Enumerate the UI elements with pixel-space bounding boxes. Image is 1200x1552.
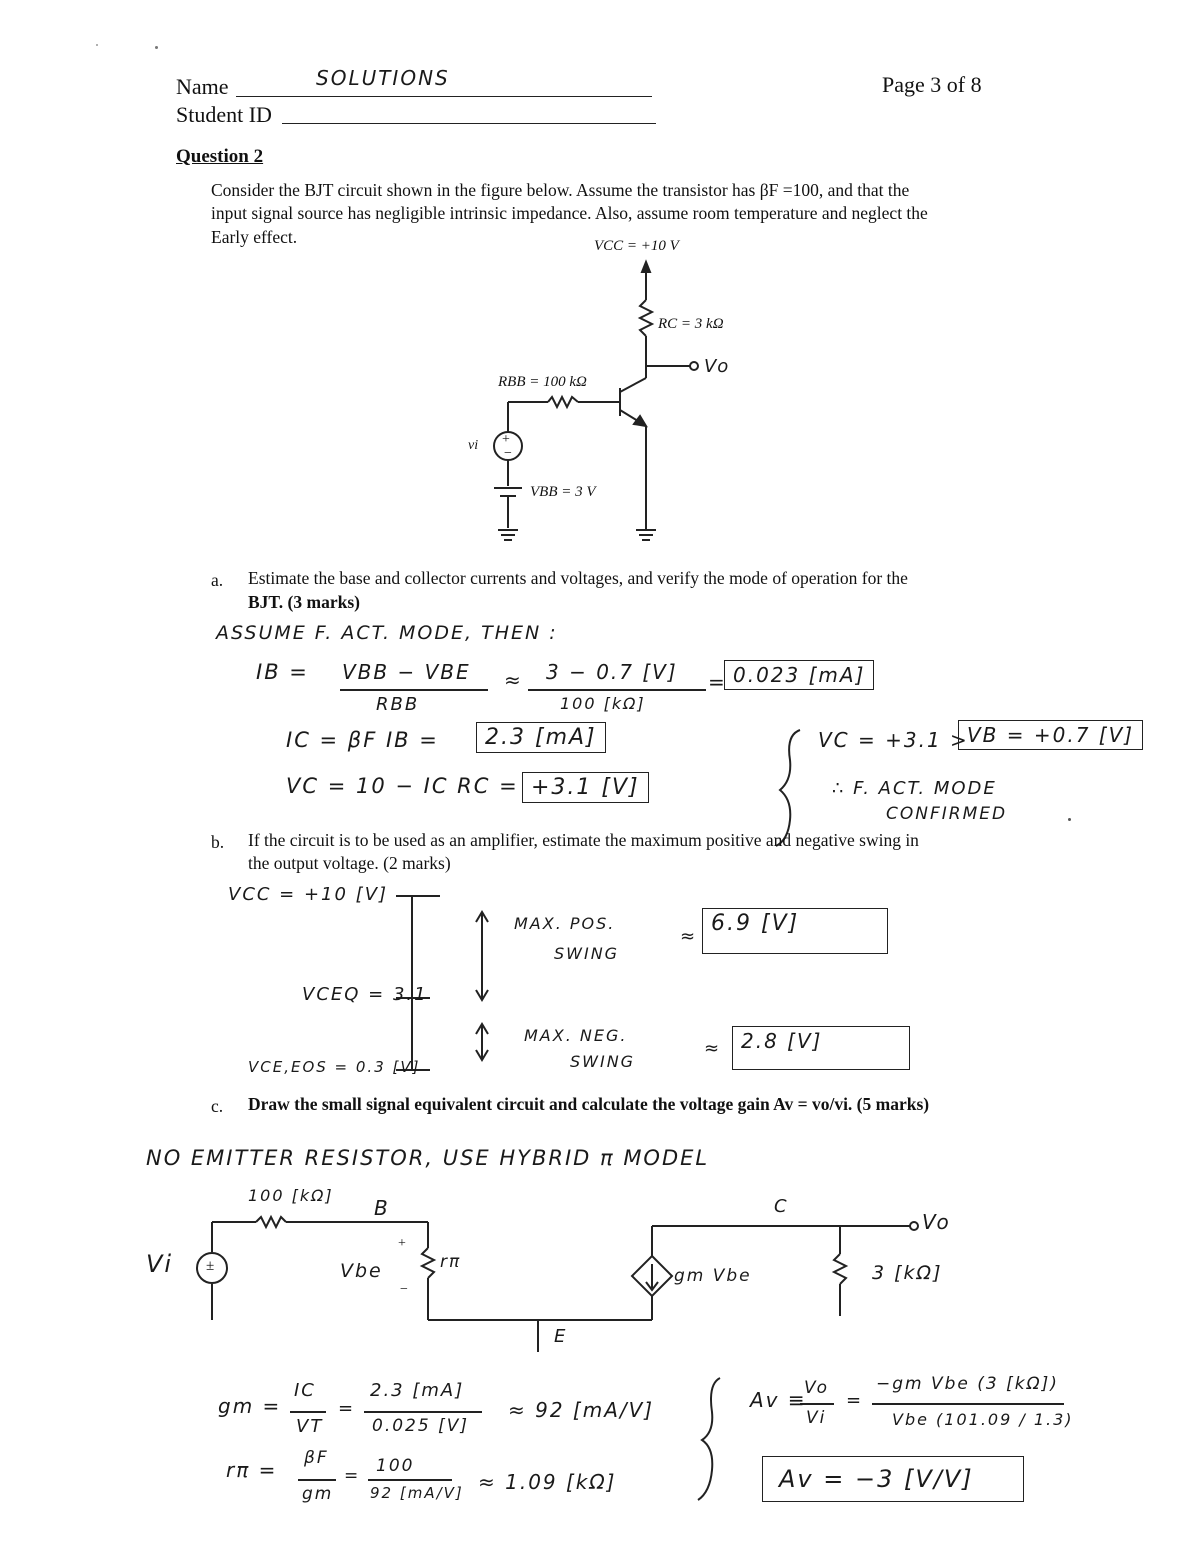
name-label: Name bbox=[176, 74, 229, 99]
intro-line-1: Consider the BJT circuit shown in the figure below. Assume the transistor has βF =100, and that the bbox=[211, 180, 910, 200]
ib-approx: ≈ bbox=[504, 668, 523, 692]
gm-lhs: gm = bbox=[218, 1394, 282, 1418]
vi-minus: − bbox=[504, 446, 512, 461]
part-b-line-1: If the circuit is to be used as an amplifier, estimate the maximum positive and negative swing in bbox=[248, 830, 919, 850]
rpi-val-den: 92 [mA/V] bbox=[370, 1484, 464, 1502]
scan-speck bbox=[1068, 818, 1071, 821]
part-a-brace bbox=[776, 730, 800, 846]
ib-den-2: 100 [kΩ] bbox=[560, 694, 646, 713]
neg-swing-eq: ≈ bbox=[704, 1038, 722, 1059]
pos-swing-label-2: SWING bbox=[554, 944, 620, 963]
rpi-frac-den: gm bbox=[302, 1484, 334, 1504]
neg-swing-result: 2.8 [V] bbox=[732, 1026, 910, 1070]
scan-speck bbox=[155, 46, 158, 49]
rbb-resistor bbox=[548, 397, 578, 407]
part-c-brace bbox=[698, 1378, 720, 1500]
vc-result: +3.1 [V] bbox=[522, 772, 649, 803]
ss-vbe-minus: − bbox=[400, 1282, 408, 1297]
vo-label: Vo bbox=[704, 356, 731, 377]
ic-result: 2.3 [mA] bbox=[476, 722, 606, 753]
scan-speck bbox=[96, 44, 98, 46]
ss-node-b: B bbox=[374, 1196, 390, 1220]
rc-resistor bbox=[640, 300, 652, 336]
av-expr-den: Vbe (101.09 / 1.3) bbox=[892, 1410, 1074, 1429]
part-c-letter: c. bbox=[211, 1096, 224, 1116]
rpi-resistor bbox=[422, 1248, 434, 1278]
pos-swing-label-1: MAX. POS. bbox=[514, 914, 616, 933]
av-frac-num: Vo bbox=[804, 1378, 830, 1398]
part-b-line-2: the output voltage. (2 marks) bbox=[248, 853, 451, 873]
av-result: Av = −3 [V/V] bbox=[762, 1456, 1024, 1502]
av-frac-den: Vi bbox=[806, 1408, 827, 1428]
av-eq: = bbox=[846, 1390, 864, 1411]
ss-vbe-label: Vbe bbox=[340, 1260, 383, 1282]
part-c-line-1: Draw the small signal equivalent circuit and calculate the voltage gain Av = vo/vi. (5 marks) bbox=[248, 1094, 930, 1114]
vo-terminal-ss bbox=[910, 1222, 918, 1230]
ib-num-2: 3 − 0.7 [V] bbox=[546, 660, 678, 684]
av-expr-num: −gm Vbe (3 [kΩ]) bbox=[876, 1374, 1059, 1394]
gm-frac-num: IC bbox=[294, 1380, 316, 1401]
ib-eq: = bbox=[708, 670, 727, 694]
rpi-val-num: 100 bbox=[376, 1456, 415, 1476]
part-a-line-1: Estimate the base and collector currents and voltages, and verify the mode of operation for the bbox=[248, 568, 908, 588]
gm-val-num: 2.3 [mA] bbox=[370, 1380, 465, 1401]
rb-resistor-ss bbox=[256, 1217, 286, 1227]
intro-line-2: input signal source has negligible intrinsic impedance. Also, assume room temperature and neglect the bbox=[211, 203, 928, 223]
av-lhs: Av ≡ bbox=[750, 1388, 807, 1412]
intro-line-3: Early effect. bbox=[211, 227, 298, 247]
gm-frac-den: VT bbox=[296, 1416, 324, 1437]
rbb-label: RBB = 100 kΩ bbox=[498, 374, 587, 390]
gm-eq-2: = bbox=[338, 1398, 356, 1419]
neg-swing-label-2: SWING bbox=[570, 1052, 636, 1071]
name-value: SOLUTIONS bbox=[316, 66, 450, 90]
scale-vceq-label: VCEQ = 3.1 bbox=[302, 984, 428, 1005]
vcc-label: VCC = +10 V bbox=[594, 238, 679, 254]
ib-num: VBB − VBE bbox=[342, 660, 471, 684]
ss-vi-label: Vi bbox=[146, 1250, 174, 1278]
vbb-label: VBB = 3 V bbox=[530, 484, 596, 500]
ss-vi-symbol: ± bbox=[206, 1258, 215, 1274]
vi-plus: + bbox=[502, 432, 510, 447]
rpi-frac-num: βF bbox=[304, 1448, 329, 1468]
pos-swing-result: 6.9 [V] bbox=[702, 908, 888, 954]
ss-vbe-plus: + bbox=[398, 1236, 406, 1251]
check-result: VB = +0.7 [V] bbox=[958, 720, 1143, 750]
student-id-label: Student ID bbox=[176, 102, 272, 127]
ib-den: RBB bbox=[376, 694, 420, 715]
vcc-arrow bbox=[642, 262, 650, 272]
ib-result: 0.023 [mA] bbox=[724, 660, 874, 690]
check-lhs: VC = +3.1 > bbox=[818, 728, 969, 752]
scale-vcc-label: VCC = +10 [V] bbox=[228, 884, 389, 905]
vi-label: vi bbox=[468, 438, 479, 453]
rpi-result: ≈ 1.09 [kΩ] bbox=[478, 1470, 617, 1494]
ss-gm-label: gm Vbe bbox=[674, 1266, 752, 1286]
assume-note: ASSUME F. ACT. MODE, THEN : bbox=[216, 622, 558, 644]
part-b-letter: b. bbox=[211, 832, 225, 852]
rload-resistor bbox=[834, 1254, 846, 1284]
gm-val-den: 0.025 [V] bbox=[372, 1416, 469, 1436]
part-a-letter: a. bbox=[211, 570, 224, 590]
emitter-arrow bbox=[634, 416, 646, 426]
neg-swing-label-1: MAX. NEG. bbox=[524, 1026, 628, 1045]
question-title: Question 2 bbox=[176, 146, 264, 167]
ss-vo-label: Vo bbox=[922, 1210, 951, 1234]
ss-node-e: E bbox=[554, 1326, 568, 1347]
vo-terminal bbox=[690, 362, 698, 370]
ss-node-c: C bbox=[774, 1196, 789, 1217]
vc-lhs: VC = 10 − IC RC = bbox=[286, 774, 519, 798]
part-c-note: NO EMITTER RESISTOR, USE HYBRID π MODEL bbox=[146, 1146, 710, 1170]
ss-r-label: 100 [kΩ] bbox=[248, 1186, 334, 1205]
part-a-line-2: BJT. (3 marks) bbox=[248, 592, 360, 612]
conclusion-2: CONFIRMED bbox=[886, 804, 1008, 824]
rpi-lhs: rπ = bbox=[226, 1458, 278, 1482]
gm-result: ≈ 92 [mA/V] bbox=[508, 1398, 655, 1422]
ss-rpi-label: rπ bbox=[440, 1252, 462, 1272]
pos-swing-eq: ≈ bbox=[680, 926, 698, 947]
ss-rload-label: 3 [kΩ] bbox=[872, 1262, 943, 1284]
rpi-eq-2: = bbox=[344, 1466, 361, 1486]
conclusion-1: ∴ F. ACT. MODE bbox=[832, 778, 997, 799]
rc-label: RC = 3 kΩ bbox=[658, 316, 724, 332]
scale-vcesat-label: VCE,EOS = 0.3 [V] bbox=[248, 1058, 421, 1076]
ib-lhs: IB = bbox=[256, 660, 309, 684]
page-number: Page 3 of 8 bbox=[882, 72, 982, 97]
ic-lhs: IC = βF IB = bbox=[286, 728, 439, 752]
transistor-collector bbox=[620, 378, 646, 392]
